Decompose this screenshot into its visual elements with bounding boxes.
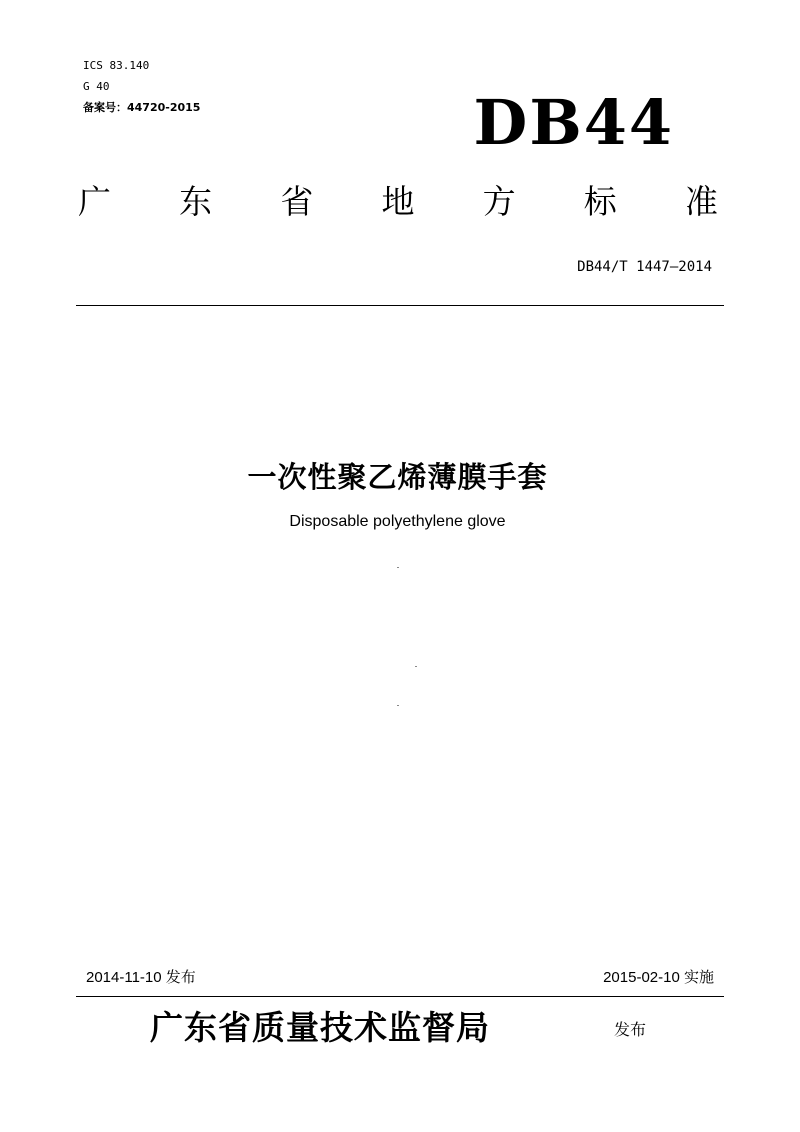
standard-type-heading xyxy=(78,182,718,222)
standard-type-char: 东 xyxy=(179,182,213,221)
speck-mark xyxy=(397,567,399,568)
ics-code: ICS 83.140 xyxy=(83,59,150,72)
record-number: 备案号：44720-2015 xyxy=(83,101,201,114)
standard-type-char: 地 xyxy=(381,182,415,221)
classification-code: G 40 xyxy=(83,80,110,93)
db44-logo: DB44 xyxy=(473,86,674,159)
standard-type-char: 广 xyxy=(78,182,111,221)
speck-mark xyxy=(397,705,399,706)
implementation-date: 2015-02-10 实施 xyxy=(603,969,714,986)
speck-mark xyxy=(415,666,417,667)
publish-label: 发布 xyxy=(614,1020,647,1039)
standard-type-char: 标 xyxy=(583,182,617,221)
issue-date: 2014-11-10 发布 xyxy=(86,969,196,986)
bottom-divider xyxy=(76,996,724,997)
standard-type-char: 省 xyxy=(280,182,314,221)
top-divider xyxy=(76,305,724,306)
document-title-en: Disposable polyethylene glove xyxy=(289,513,506,530)
issuing-authority: 广东省质量技术监督局 xyxy=(150,1008,490,1047)
standard-type-char: 准 xyxy=(684,182,718,221)
document-title-cn: 一次性聚乙烯薄膜手套 xyxy=(247,460,548,494)
standard-number: DB44/T 1447—2014 xyxy=(577,259,712,275)
standard-type-char: 方 xyxy=(482,182,516,221)
